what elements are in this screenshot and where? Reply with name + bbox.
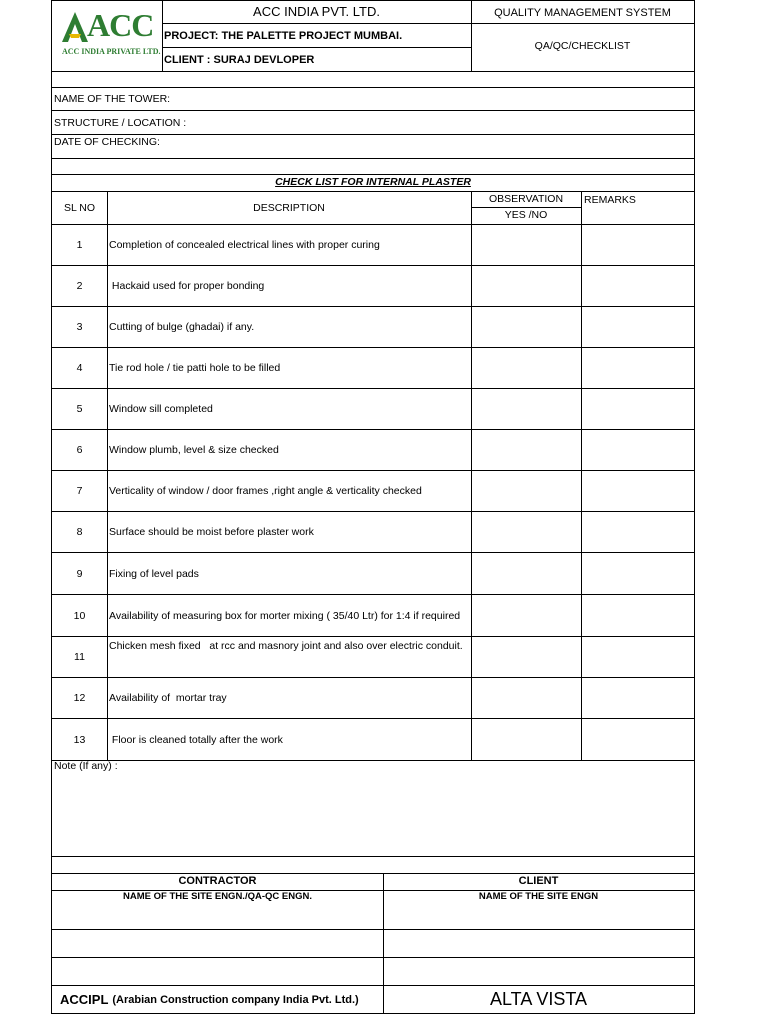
tower-field-label: NAME OF THE TOWER: <box>54 93 171 105</box>
table-row-description: Tie rod hole / tie patti hole to be filled <box>109 362 281 374</box>
remarks-cell[interactable] <box>582 225 694 265</box>
structure-field-label: STRUCTURE / LOCATION : <box>54 116 187 129</box>
table-row-description: Cutting of bulge (ghadai) if any. <box>109 321 255 333</box>
observation-cell[interactable] <box>472 266 581 306</box>
table-row-sl: 6 <box>76 444 83 456</box>
observation-cell[interactable] <box>472 471 581 511</box>
doc-type-label: QA/QC/CHECKLIST <box>534 40 631 52</box>
logo-subtitle: ACC INDIA PRIVATE LTD. <box>62 47 161 56</box>
remarks-cell[interactable] <box>582 553 694 594</box>
checklist-title: CHECK LIST FOR INTERNAL PLASTER <box>275 176 471 188</box>
remarks-cell[interactable] <box>582 307 694 347</box>
remarks-cell[interactable] <box>582 595 694 636</box>
remarks-cell[interactable] <box>582 512 694 552</box>
observation-cell[interactable] <box>472 719 581 760</box>
date-field-label: DATE OF CHECKING: <box>54 135 160 148</box>
observation-cell[interactable] <box>472 637 581 677</box>
table-row-description: Completion of concealed electrical lines with proper curing <box>109 239 380 251</box>
observation-cell[interactable] <box>472 512 581 552</box>
qms-label: QUALITY MANAGEMENT SYSTEM <box>494 7 671 19</box>
table-row-description: Availability of measuring box for morter mixing ( 35/40 Ltr) for 1:4 if required <box>109 609 461 622</box>
acc-logo-icon <box>60 10 90 44</box>
observation-cell[interactable] <box>472 595 581 636</box>
table-row-description: Window sill completed <box>109 403 213 415</box>
remarks-cell[interactable] <box>582 719 694 760</box>
remarks-cell[interactable] <box>582 389 694 429</box>
table-row-description: Availability of mortar tray <box>109 692 227 704</box>
table-row-sl: 5 <box>76 403 83 415</box>
table-row-sl: 13 <box>73 733 86 746</box>
remarks-cell[interactable] <box>582 637 694 677</box>
col-header-remarks: REMARKS <box>584 194 636 206</box>
table-row-sl: 2 <box>76 280 83 292</box>
note-area[interactable] <box>52 774 694 856</box>
table-row-sl: 10 <box>73 609 86 622</box>
accipl-full-name: (Arabian Construction company India Pvt. Ltd.) <box>112 993 359 1006</box>
client-header: CLIENT <box>518 875 559 887</box>
note-label: Note (If any) : <box>54 760 118 772</box>
table-row-sl: 1 <box>76 239 83 251</box>
col-header-description: DESCRIPTION <box>253 202 325 214</box>
observation-cell[interactable] <box>472 553 581 594</box>
alta-vista-label: ALTA VISTA <box>489 989 588 1009</box>
table-row-description: Verticality of window / door frames ,right angle & verticality checked <box>109 485 422 497</box>
table-row-description: Chicken mesh fixed at rcc and masnory joint and also over electric conduit. <box>109 640 463 652</box>
table-row-sl: 11 <box>74 651 85 663</box>
remarks-cell[interactable] <box>582 266 694 306</box>
accipl-footer <box>60 986 383 1013</box>
company-name: ACC INDIA PVT. LTD. <box>253 4 380 19</box>
table-row-sl: 8 <box>76 526 83 538</box>
remarks-cell[interactable] <box>582 430 694 470</box>
project-name: PROJECT: THE PALETTE PROJECT MUMBAI. <box>164 29 403 42</box>
client-name: CLIENT : SURAJ DEVLOPER <box>164 53 315 66</box>
observation-cell[interactable] <box>472 348 581 388</box>
client-engineer-label: NAME OF THE SITE ENGN <box>478 891 599 902</box>
table-row-description: Hackaid used for proper bonding <box>109 280 265 292</box>
contractor-signature-field[interactable] <box>52 930 383 985</box>
checklist-sheet <box>51 0 695 1014</box>
table-row-description: Window plumb, level & size checked <box>109 444 279 456</box>
observation-cell[interactable] <box>472 225 581 265</box>
table-row-sl: 4 <box>76 362 83 374</box>
observation-cell[interactable] <box>472 430 581 470</box>
contractor-engineer-label: NAME OF THE SITE ENGN./QA-QC ENGN. <box>123 891 312 902</box>
observation-cell[interactable] <box>472 307 581 347</box>
col-header-sl: SL NO <box>63 202 96 214</box>
table-row-description: Floor is cleaned totally after the work <box>109 733 283 746</box>
client-signature-field[interactable] <box>384 930 694 985</box>
remarks-cell[interactable] <box>582 471 694 511</box>
accipl-name: ACCIPL <box>60 992 109 1007</box>
table-row-description: Surface should be moist before plaster work <box>109 526 314 538</box>
observation-cell[interactable] <box>472 678 581 718</box>
table-row-sl: 7 <box>76 485 83 497</box>
remarks-cell[interactable] <box>582 678 694 718</box>
remarks-cell[interactable] <box>582 348 694 388</box>
logo-mark: ACC <box>87 7 154 43</box>
contractor-header: CONTRACTOR <box>178 875 257 887</box>
col-header-yes-no: YES /NO <box>504 209 548 221</box>
col-header-observation: OBSERVATION <box>488 193 564 205</box>
table-row-sl: 3 <box>76 321 83 333</box>
table-row-sl: 9 <box>76 567 83 580</box>
table-row-sl: 12 <box>73 692 86 704</box>
company-logo <box>56 4 161 66</box>
table-row-description: Fixing of level pads <box>109 567 199 580</box>
observation-cell[interactable] <box>472 389 581 429</box>
